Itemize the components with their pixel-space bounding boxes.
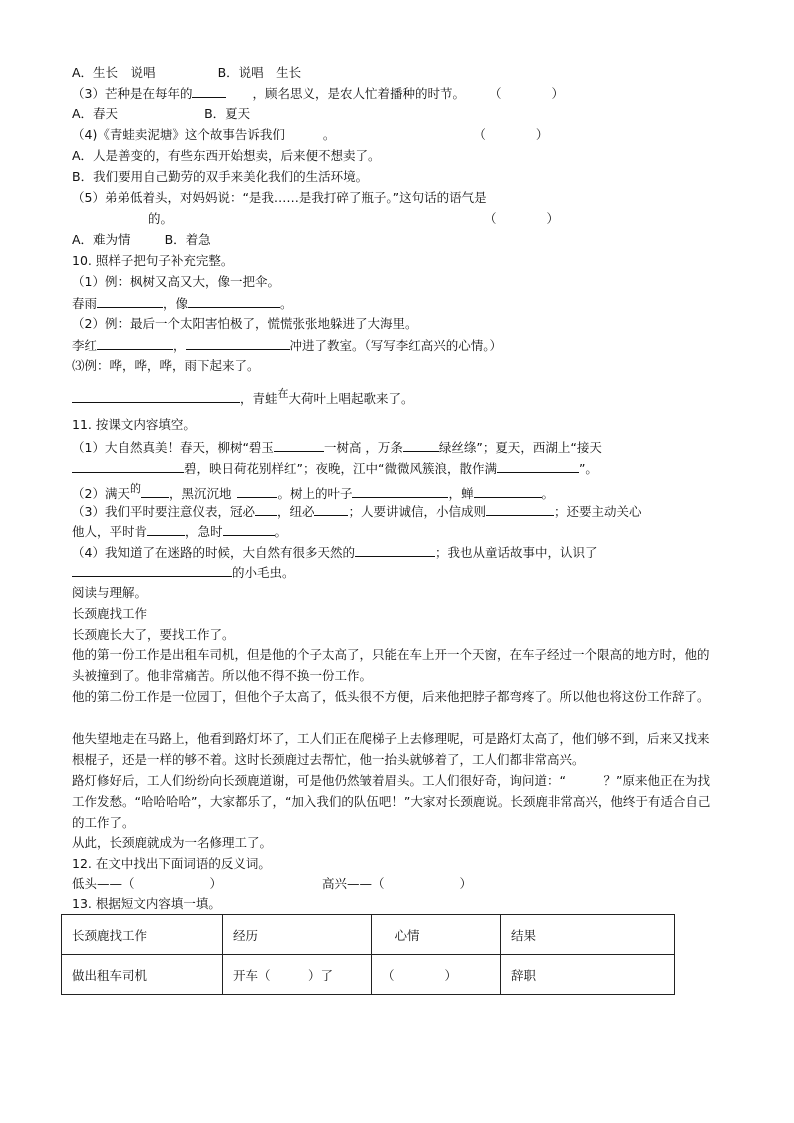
- answer-paren[interactable]: （ ）: [473, 127, 549, 142]
- blank[interactable]: [188, 294, 280, 308]
- q10-example-2: （2）例：最后一个太阳害怕极了，慌慌张张地躲进了大海里。: [72, 316, 418, 331]
- q9-5-line: （5）弟弟低着头，对妈妈说：“是我……是我打碎了瓶子。”这句话的语气是: [72, 190, 487, 205]
- blank[interactable]: [255, 502, 277, 516]
- blank[interactable]: [352, 484, 448, 498]
- q12-answer-a[interactable]: 低头——（ ）: [72, 876, 223, 891]
- answer-paren[interactable]: （ ）: [484, 211, 560, 226]
- blank[interactable]: [186, 336, 290, 350]
- q10-line-3: ，青蛙在大荷叶上唱起歌来了。: [72, 389, 414, 409]
- q9-3-line: （3）芒种是在每年的 ，顾名思义，是农人忙着播种的时节。 （ ）: [72, 86, 564, 101]
- q11-line-7: 的小毛虫。: [72, 563, 295, 582]
- table-header-cell: 长颈鹿找工作: [62, 915, 223, 955]
- blank[interactable]: [403, 438, 439, 452]
- table-cell-fill[interactable]: （ ）: [372, 955, 501, 995]
- q12-title: 12. 在文中找出下面词语的反义词。: [72, 856, 271, 871]
- q10-example-3: ⑶例：哗，哗，哗，雨下起来了。: [72, 358, 260, 373]
- table-header-row: [62, 915, 675, 955]
- blank[interactable]: [192, 84, 226, 98]
- q9-4-option-a[interactable]: A．人是善变的，有些东西开始想卖，后来便不想卖了。: [72, 148, 381, 163]
- blank[interactable]: [72, 563, 232, 577]
- answer-paren[interactable]: （ ）: [488, 86, 564, 101]
- q13-table: [61, 914, 675, 995]
- story-paragraph-5: 路灯修好后，工人们纷纷向长颈鹿道谢，可是他仍然皱着眉头。工人们很好奇，询问道：“ ？”原来他正在为找工作发愁。“哈哈哈哈”，大家都乐了，“加入我们的队伍吧！”大家对长颈鹿说。长颈鹿非常高兴，他终于有适合自己的工作了。: [72, 773, 711, 830]
- story-paragraph-3: 他的第二份工作是一位园丁，但他个子太高了，低头很不方便，后来他把脖子都弯疼了。所以他也将这份工作辞了。: [72, 689, 710, 704]
- table-row: [62, 955, 675, 995]
- blank[interactable]: [97, 336, 173, 350]
- table-cell: 做出租车司机: [62, 955, 223, 995]
- q11-line-2: 碧，映日荷花别样红”；夜晚，江中“微微风簇浪，散作满 ”。: [72, 459, 598, 478]
- q9-option-row-2: [72, 64, 301, 82]
- blank[interactable]: [486, 502, 554, 516]
- story-paragraph-2: 他的第一份工作是出租车司机，但是他的个子太高了，只能在车上开一个天窗，在车子经过一个限高的地方时，他的头被撞到了。他非常痛苦。所以他不得不换一份工作。: [72, 647, 710, 683]
- q9-5-option-b[interactable]: B．着急: [164, 232, 211, 247]
- q12-line: [72, 875, 472, 893]
- blank[interactable]: [147, 522, 185, 536]
- blank[interactable]: [141, 484, 169, 498]
- table-header-cell: 结果: [501, 915, 675, 955]
- q9-option-row-5: [72, 231, 211, 249]
- story-paragraph-4: 他失望地走在马路上，他看到路灯坏了，工人们正在爬梯子上去修理呢，可是路灯太高了，他们够不到，后来又找来根棍子，还是一样的够不着。这时长颈鹿过去帮忙，他一抬头就够着了，工人们都非常高兴。: [72, 731, 710, 767]
- blank[interactable]: [474, 484, 542, 498]
- q11-title: 11. 按课文内容填空。: [72, 417, 196, 432]
- table-header-cell: 心情: [372, 915, 501, 955]
- q9-2-option-b[interactable]: B．说唱 生长: [217, 65, 302, 80]
- q10-example-1: （1）例：枫树又高又大，像一把伞。: [72, 274, 280, 289]
- q9-5-option-a[interactable]: A．难为情: [72, 232, 131, 247]
- blank[interactable]: [223, 522, 275, 536]
- q9-2-option-a[interactable]: A．生长 说唱: [72, 65, 156, 80]
- q11-line-4: （3）我们平时要注意仪表，冠必 ，纽必 ；人要讲诚信，小信成则 ；还要主动关心: [72, 504, 642, 519]
- q11-line-3: （2）满天的 ，黑沉沉地 。树上的叶子 ，蝉 。: [72, 482, 555, 501]
- q10-line-2: 李红 ， 冲进了教室。（写写李红高兴的心情。）: [72, 338, 503, 353]
- reading-heading: 阅读与理解。: [72, 585, 148, 600]
- q9-4-line: （4)《青蛙卖泥塘》这个故事告诉我们 。 （ ）: [72, 127, 549, 142]
- story-title: 长颈鹿找工作: [72, 606, 148, 621]
- blank[interactable]: [72, 389, 240, 403]
- q9-4-option-b[interactable]: B．我们要用自己勤劳的双手来美化我们的生活环境。: [72, 169, 369, 184]
- q11-line-1: （1）大自然真美！春天，柳树“碧玉 一树高 ，万条 绿丝绦”；夏天，西湖上“接天: [72, 440, 602, 455]
- blank[interactable]: [72, 459, 184, 473]
- blank[interactable]: [314, 502, 348, 516]
- story-paragraph-6: 从此，长颈鹿就成为一名修理工了。: [72, 835, 273, 850]
- q10-line-1: 春雨 ，像 。: [72, 296, 293, 311]
- table-cell-fill[interactable]: 开车（ ）了: [223, 955, 372, 995]
- q9-3-option-a[interactable]: A．春天: [72, 106, 119, 121]
- q11-line-5: 他人，平时肯 ，急时 。: [72, 524, 288, 539]
- q9-3-option-b[interactable]: B．夏天: [204, 106, 251, 121]
- blank[interactable]: [274, 438, 324, 452]
- q9-5-line-2: 的。 （ ）: [148, 211, 560, 226]
- table-cell: 辞职: [501, 955, 675, 995]
- blank[interactable]: [97, 294, 163, 308]
- q12-answer-b[interactable]: 高兴——（ ）: [322, 876, 473, 891]
- story-paragraph-1: 长颈鹿长大了，要找工作了。: [72, 627, 235, 642]
- table-header-cell: 经历: [223, 915, 372, 955]
- q13-title: 13. 根据短文内容填一填。: [72, 896, 221, 911]
- blank[interactable]: [497, 459, 579, 473]
- q11-line-6: （4）我知道了在迷路的时候，大自然有很多天然的 ；我也从童话故事中，认识了: [72, 545, 598, 560]
- q9-option-row-3: [72, 105, 250, 123]
- blank[interactable]: [237, 484, 277, 498]
- blank[interactable]: [355, 543, 435, 557]
- q10-title: 10. 照样子把句子补充完整。: [72, 253, 234, 268]
